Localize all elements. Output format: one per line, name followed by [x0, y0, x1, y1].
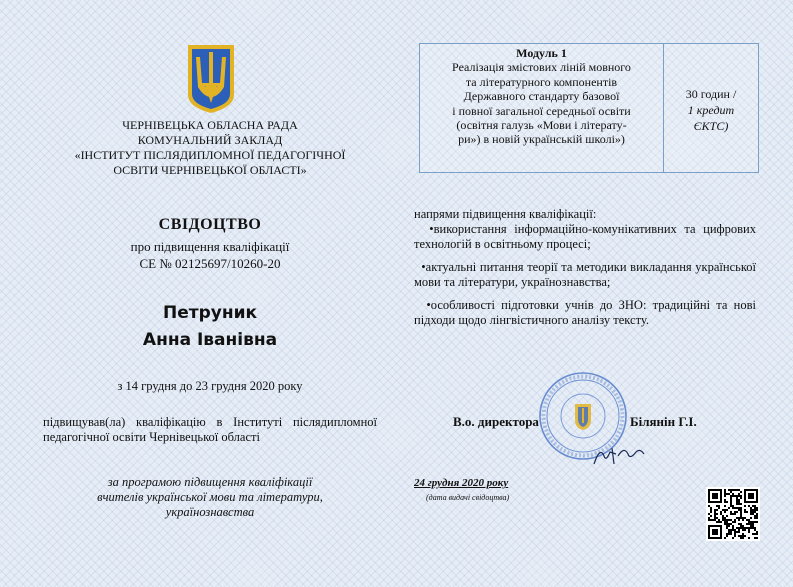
qualification-directions: [414, 207, 756, 336]
completion-statement: підвищував(ла) кваліфікацію в Інституті післядипломної педагогічної освіти Чернівецької області: [43, 415, 377, 444]
qr-code-icon: [706, 487, 760, 541]
director-label: В.о. директора: [453, 414, 539, 429]
module-line: і повної загальної середньої освіти: [452, 103, 631, 118]
recipient-surname: Петруник: [162, 303, 258, 323]
module-hours: [664, 44, 758, 172]
issue-date-note: (дата видачі свідоцтва): [426, 493, 510, 502]
program-line-2: вчителів української мови та літератури,: [97, 490, 323, 504]
recipient-name: [40, 300, 380, 354]
program-description: [60, 475, 360, 520]
direction-item: •актуальні питання теорії та методики викладання української мови та літератури, українознавства;: [414, 260, 756, 289]
institution-line-2: КОМУНАЛЬНИЙ ЗАКЛАД: [137, 133, 283, 147]
direction-item: •особливості підготовки учнів до ЗНО: традиційні та нові підходи щодо лінгвістичного аналізу тексту.: [414, 298, 756, 327]
coat-of-arms-icon: [186, 43, 236, 115]
module-credit-text: 1 кредит: [687, 103, 735, 117]
certificate-number: СЕ № 02125697/10260-20: [139, 256, 281, 271]
directions-intro: напрями підвищення кваліфікації:: [414, 207, 597, 221]
module-line: (освітня галузь «Мови і літерату-: [456, 118, 627, 133]
module-title: Модуль 1: [516, 46, 567, 60]
direction-item: •використання інформаційно-комунікативних та цифрових технологій в освітньому процесі;: [414, 222, 756, 251]
direction-item-text: використання інформаційно-комунікативних та цифрових технологій в освітньому процесі;: [414, 222, 756, 251]
signature-icon: [590, 442, 650, 468]
institution-line-3: «ІНСТИТУТ ПІСЛЯДИПЛОМНОЇ ПЕДАГОГІЧНОЇ: [74, 148, 346, 162]
module-table: [419, 43, 759, 173]
program-line-3: українознавства: [165, 505, 255, 519]
training-period: з 14 грудня до 23 грудня 2020 року: [117, 379, 303, 393]
module-hours-text: 30 годин /: [685, 87, 737, 101]
module-line: Реалізація змістових ліній мовного: [452, 60, 631, 75]
institution-header: [40, 118, 380, 178]
module-description: [420, 44, 664, 172]
certificate-title: СВІДОЦТВО: [158, 216, 262, 233]
certificate-subtitle: про підвищення кваліфікації: [130, 239, 290, 254]
direction-item-text: особливості підготовки учнів до ЗНО: традиційні та нові підходи щодо лінгвістичного аналізу тексту.: [414, 298, 756, 327]
recipient-given-name: Анна Іванівна: [142, 330, 278, 350]
director-name: Білянін Г.І.: [630, 414, 697, 429]
module-line: ри») в новій українській школі»): [458, 132, 625, 147]
module-ects-text: ЄКТС): [693, 119, 729, 133]
institution-line-1: ЧЕРНІВЕЦЬКА ОБЛАСНА РАДА: [122, 118, 298, 132]
module-line: Державного стандарту базової: [463, 89, 620, 104]
module-line: та літературного компонентів: [465, 74, 618, 89]
program-line-1: за програмою підвищення кваліфікації: [107, 475, 313, 489]
certificate-subtitle-block: [40, 238, 380, 272]
issue-date: 24 грудня 2020 року: [414, 477, 509, 489]
institution-line-4: ОСВІТИ ЧЕРНІВЕЦЬКОЇ ОБЛАСТІ»: [113, 163, 307, 177]
direction-item-text: актуальні питання теорії та методики викладання української мови та літератури, українознавства;: [414, 260, 756, 289]
